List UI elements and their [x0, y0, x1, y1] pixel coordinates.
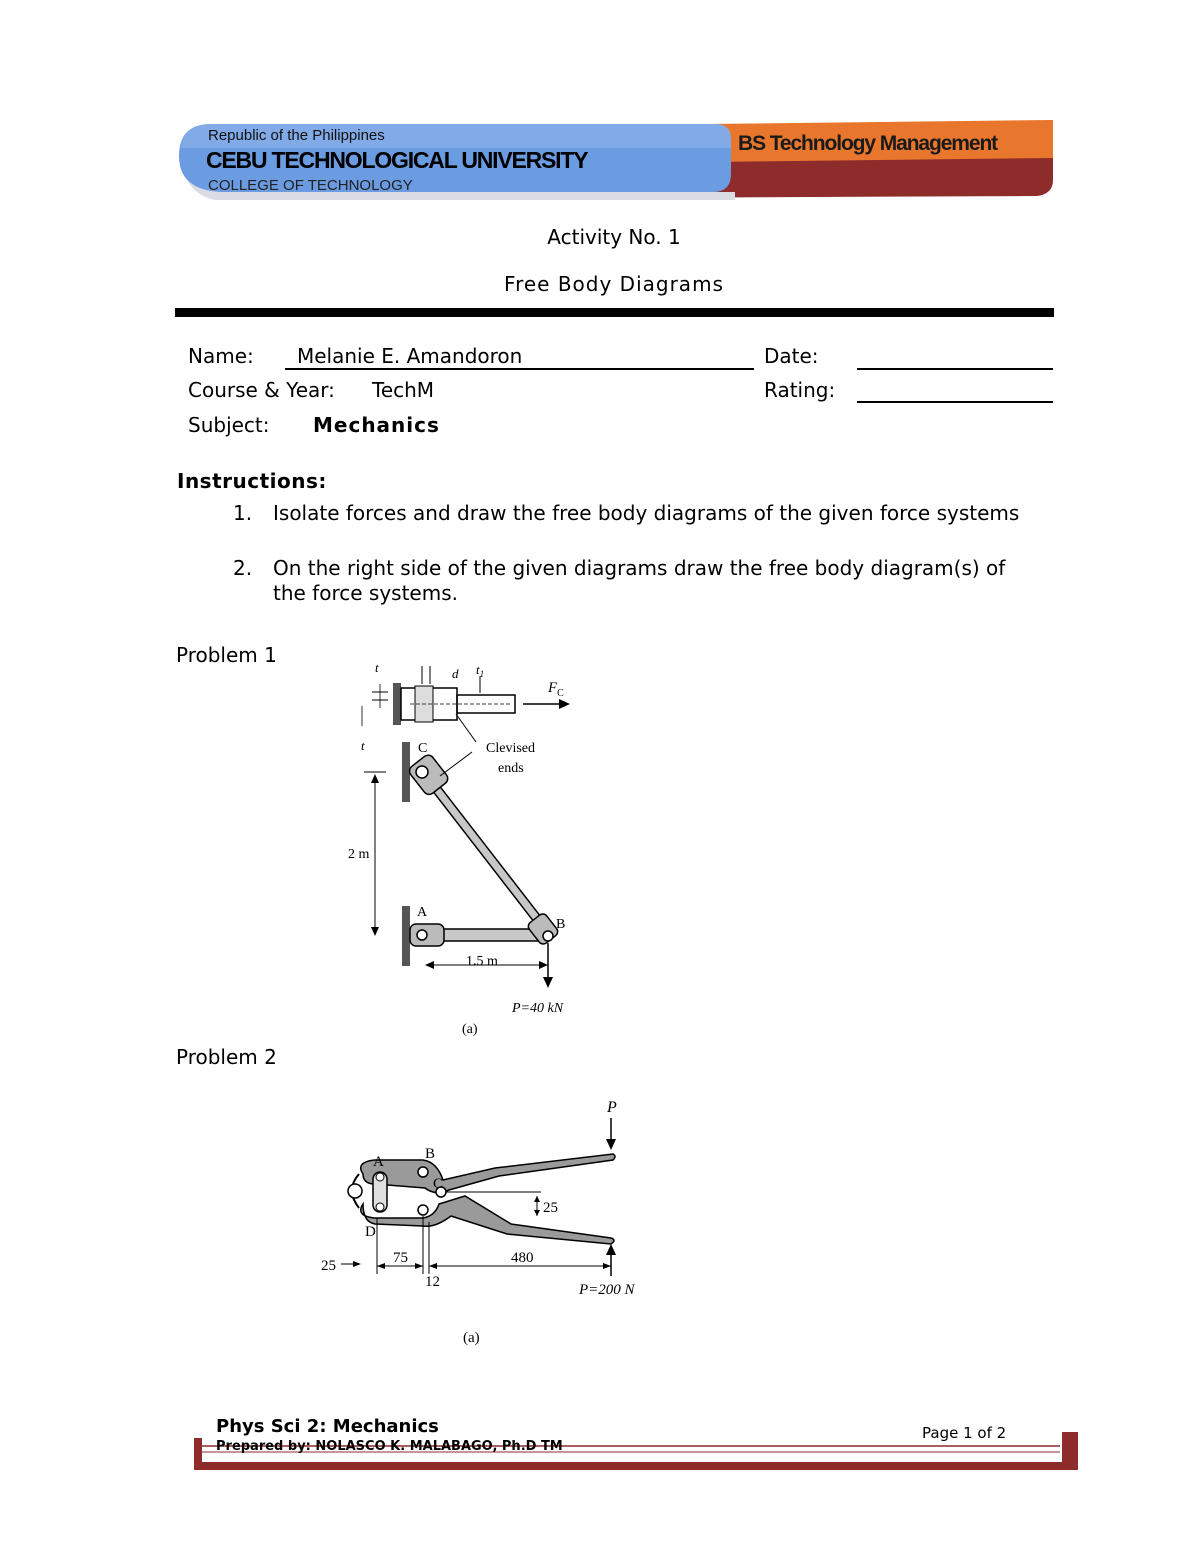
title-divider	[175, 308, 1054, 317]
label-t-top: t	[375, 660, 379, 675]
date-field[interactable]	[857, 368, 1053, 370]
rating-field[interactable]	[857, 401, 1053, 403]
label-fc: $F_C$	[548, 680, 564, 699]
problem-1-label: Problem 1	[176, 643, 277, 667]
problem-1-figure	[330, 648, 620, 1043]
footer-prepared: Prepared by: NOLASCO K. MALABAGO, Ph.D TM	[216, 1439, 563, 1454]
problem-2-figure	[315, 1092, 665, 1354]
subject-label: Subject:	[188, 413, 270, 437]
problem-2-label: Problem 2	[176, 1045, 277, 1069]
header-republic: Republic of the Philippines	[208, 127, 385, 144]
wall-lower	[402, 906, 410, 966]
name-label: Name:	[188, 344, 254, 368]
instruction-number: 1.	[233, 501, 253, 525]
figure-caption: (a)	[463, 1330, 480, 1346]
name-underline	[285, 368, 754, 370]
activity-title: Free Body Diagrams	[504, 272, 724, 296]
label-t-left: t	[361, 738, 365, 753]
rating-label: Rating:	[764, 378, 836, 402]
instructions-heading: Instructions:	[177, 469, 327, 493]
label-width: 1.5 m	[466, 954, 498, 969]
label-dim-25-left: 25	[321, 1258, 336, 1274]
instruction-text: Isolate forces and draw the free body diagrams of the given force systems	[273, 501, 1020, 525]
upper-handle	[361, 1154, 615, 1193]
label-dim-25-right: 25	[543, 1200, 558, 1216]
instruction-item	[233, 501, 1043, 551]
label-height: 2 m	[348, 847, 370, 862]
wall-top	[393, 683, 401, 725]
label-ends: ends	[498, 761, 524, 776]
label-dim-12: 12	[425, 1274, 440, 1290]
wall-upper	[402, 742, 410, 802]
label-clevised: Clevised	[486, 741, 535, 756]
instruction-text: On the right side of the given diagrams draw the free body diagram(s) of the force systems.	[273, 556, 1006, 605]
pin-lower	[418, 1205, 428, 1215]
label-point-b: B	[425, 1146, 436, 1162]
instruction-number: 2.	[233, 556, 253, 580]
course-label: Course & Year:	[188, 378, 335, 402]
activity-number: Activity No. 1	[547, 225, 681, 249]
footer-page-number: Page 1 of 2	[922, 1424, 1007, 1442]
label-point-d: D	[365, 1224, 376, 1240]
label-point-c: C	[433, 1176, 444, 1192]
subject-value[interactable]: Mechanics	[313, 413, 440, 437]
label-t1: $t_1$	[476, 662, 485, 679]
label-load: P=200 N	[579, 1282, 635, 1298]
label-load: P=40 kN	[512, 1001, 564, 1016]
header-program: BS Technology Management	[738, 132, 998, 155]
pin-b	[418, 1167, 428, 1177]
footer-course: Phys Sci 2: Mechanics	[216, 1416, 439, 1437]
label-d: d	[452, 666, 459, 681]
header-university: CEBU TECHNOLOGICAL UNIVERSITY	[206, 147, 588, 173]
instruction-item	[233, 556, 1043, 606]
label-point-a: A	[417, 905, 428, 920]
label-force-top: P	[607, 1099, 617, 1116]
figure-caption: (a)	[462, 1022, 478, 1037]
name-value[interactable]: Melanie E. Amandoron	[297, 344, 523, 368]
label-point-a: A	[373, 1154, 384, 1170]
course-value[interactable]: TechM	[372, 378, 435, 402]
label-dim-480: 480	[511, 1250, 534, 1266]
lower-handle	[361, 1196, 614, 1244]
header-college: COLLEGE OF TECHNOLOGY	[208, 177, 413, 194]
date-label: Date:	[764, 344, 819, 368]
jaw-object	[348, 1184, 362, 1198]
label-point-c: C	[418, 741, 428, 756]
label-point-b: B	[556, 917, 566, 932]
label-dim-75: 75	[393, 1250, 408, 1266]
